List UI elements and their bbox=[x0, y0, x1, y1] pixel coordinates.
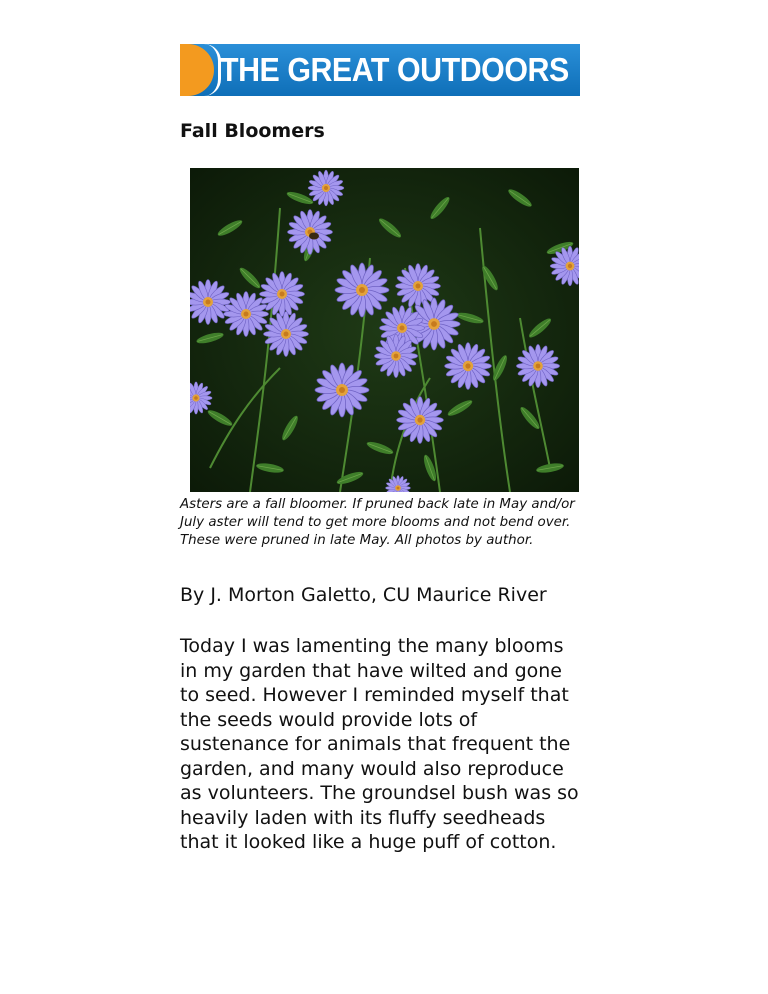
article-heading: Fall Bloomers bbox=[180, 120, 325, 142]
article-body: Today I was lamenting the many blooms in my garden that have wilted and gone to seed. However I reminded myself that the seeds would provide lots of sustenance for animals that frequent the garden, and many would also reproduce as volunteers. The groundsel bush was so heavily laden with its fluffy seedheads that it looked like a huge puff of cotton. bbox=[180, 635, 579, 853]
photo-caption: Asters are a fall bloomer. If pruned back late in May and/or July aster will tend to get more blooms and not bend over. These were pruned in late May. All photos by author. bbox=[180, 497, 575, 548]
masthead-banner bbox=[180, 44, 580, 96]
banner-tab-divider bbox=[204, 44, 221, 96]
bee bbox=[309, 233, 319, 240]
byline: By J. Morton Galetto, CU Maurice River bbox=[180, 584, 547, 606]
aster-photo bbox=[190, 168, 579, 492]
banner-title: THE GREAT OUTDOORS bbox=[220, 51, 569, 88]
